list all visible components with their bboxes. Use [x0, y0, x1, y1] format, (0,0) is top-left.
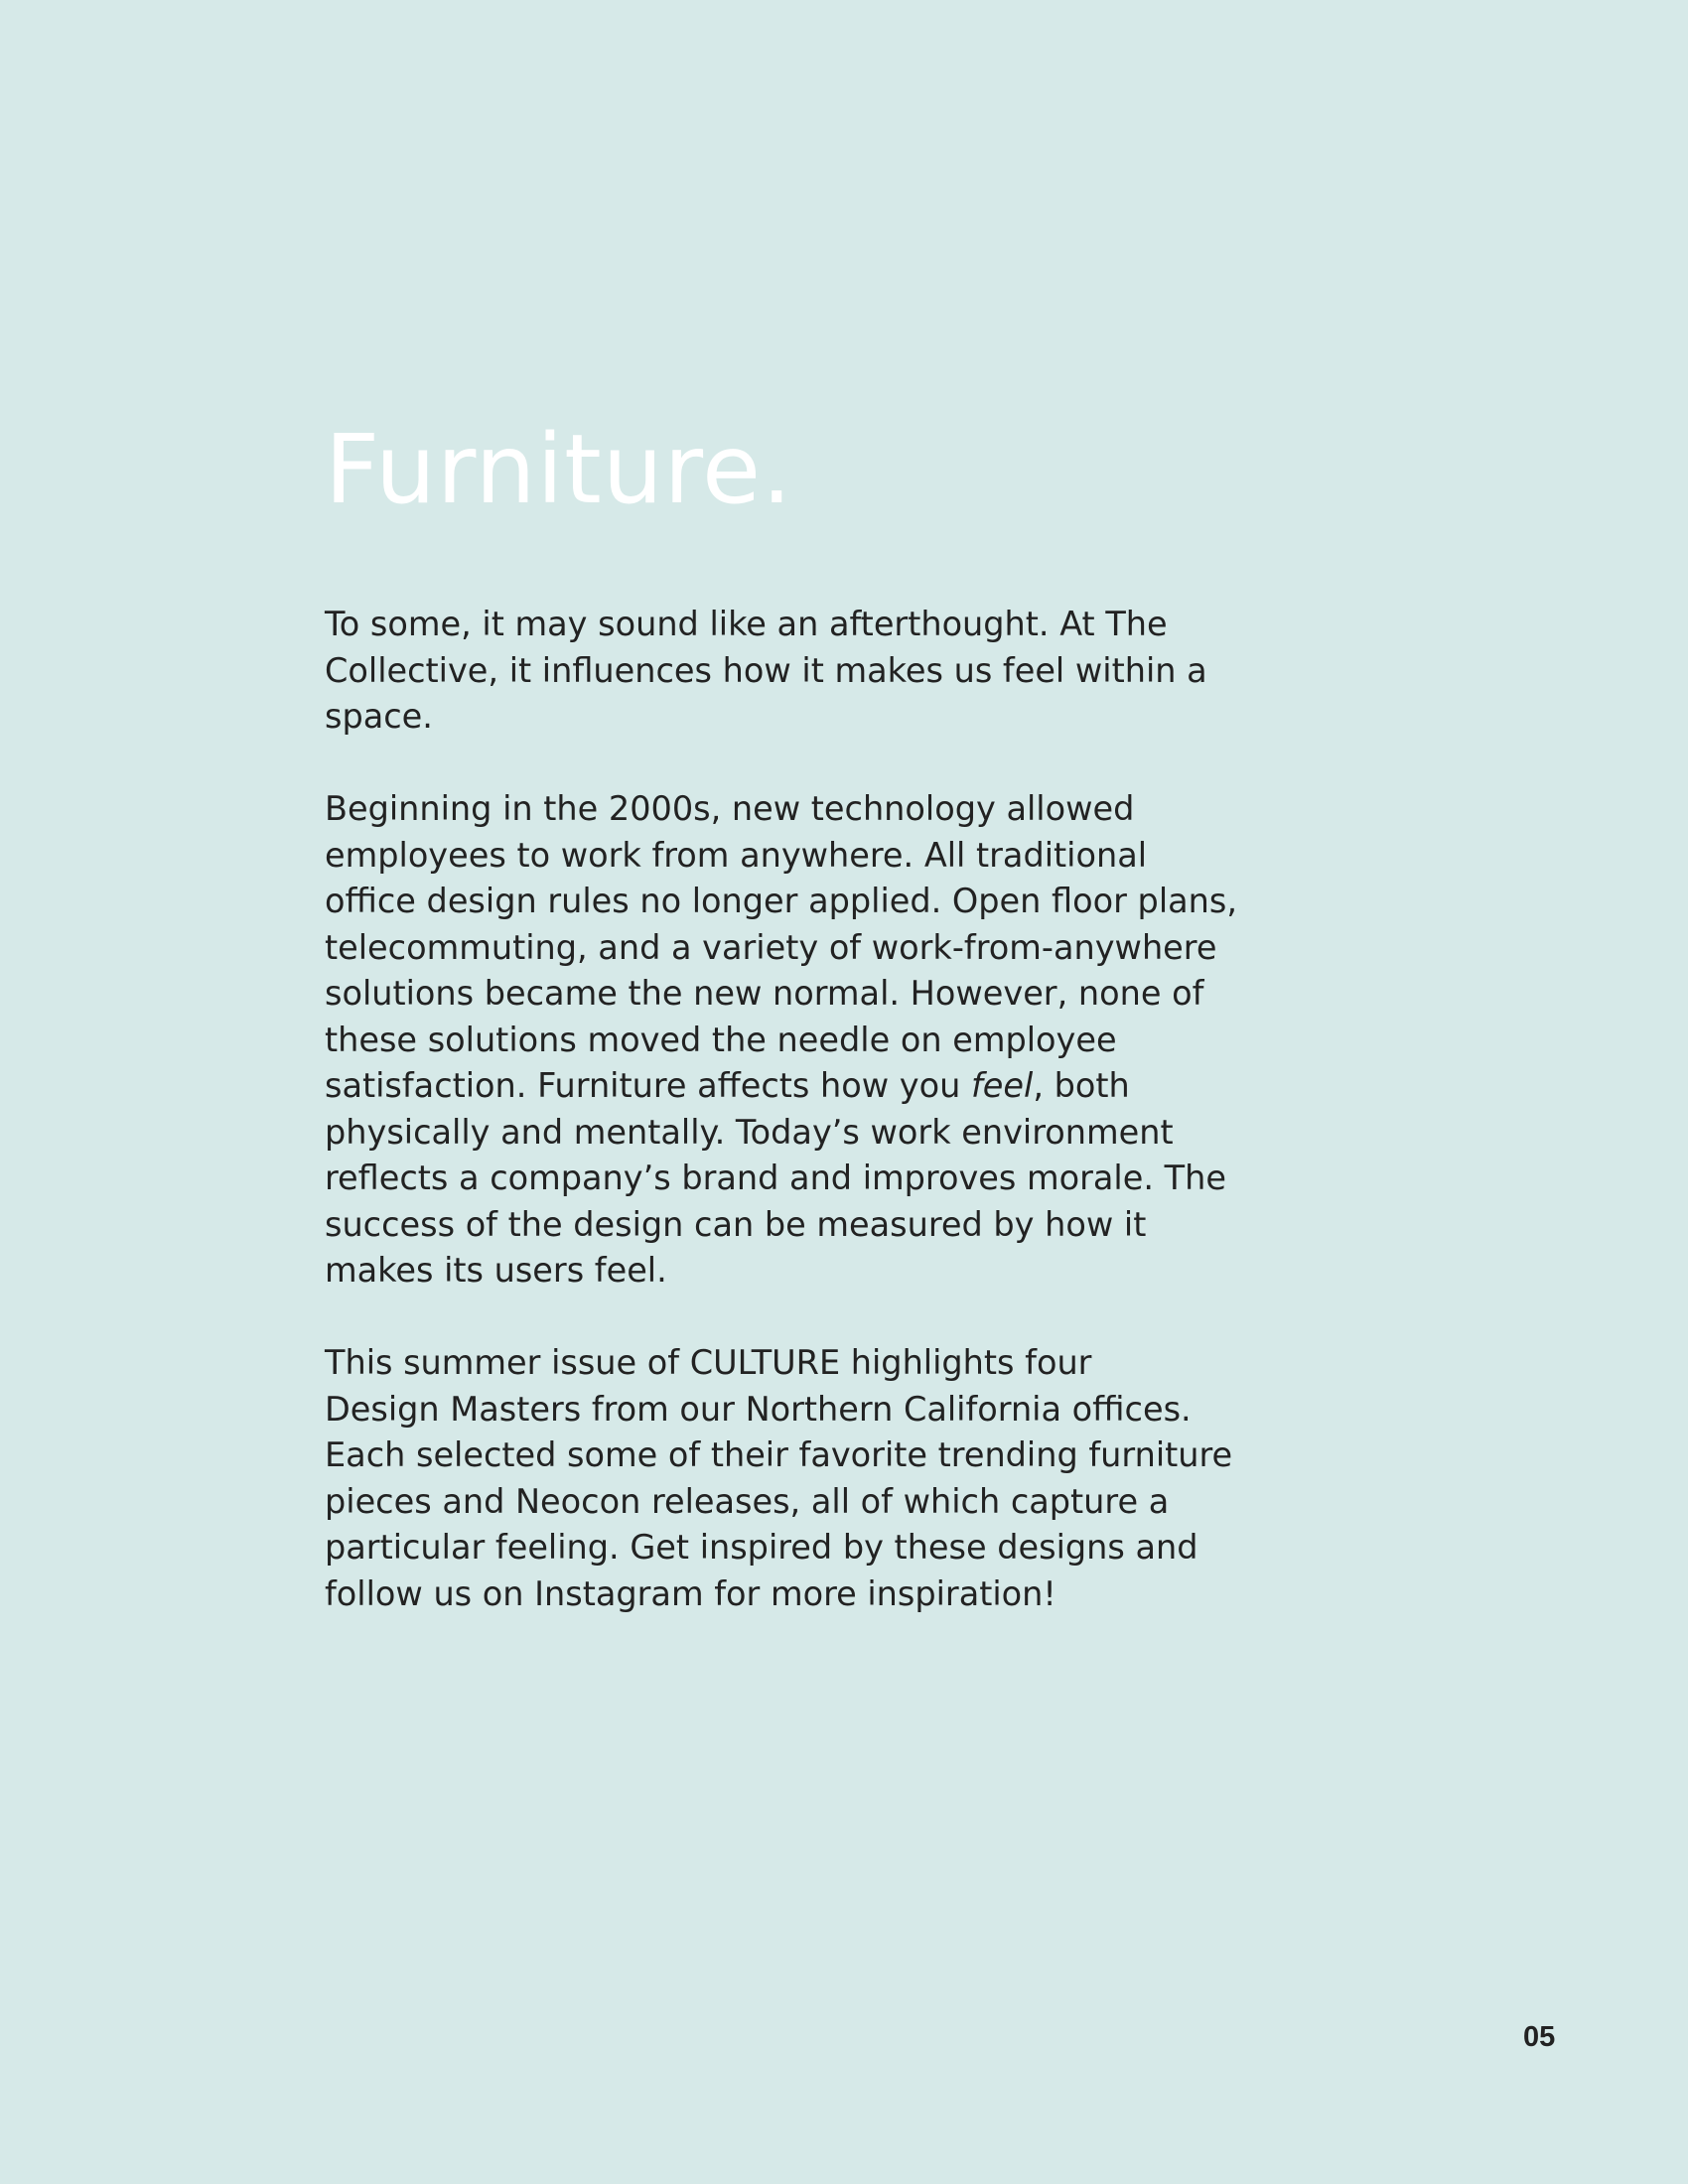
intro-paragraph: To some, it may sound like an afterthought. At The Collective, it influences how it makes us feel within a space. [325, 605, 1207, 736]
history-text-end: , both physically and mentally. Today’s work environment reflects a company’s brand and improves morale. The success of the design can be measured by how it makes its users feel. [325, 1066, 1226, 1290]
article-body [325, 602, 1397, 1664]
history-text-start: Beginning in the 2000s, new technology allowed employees to work from anywhere. All traditional office design rules no longer applied. Open floor plans, telecommuting, and a variety of work-from-anywhere solutions became the new normal. However, none of these solutions moved the needle on employee satisfaction. Furniture affects how you [325, 789, 1237, 1105]
issue-paragraph: This summer issue of CULTURE highlights four Design Masters from our Northern California offices. Each selected some of their favorite trending furniture pieces and Neocon releases, all of which capture a particular feeling. Get inspired by these designs and follow us on Instagram for more inspiration! [325, 1343, 1233, 1613]
page-title: Furniture. [325, 414, 793, 525]
page-number: 05 [1523, 2021, 1556, 2053]
emphasis-feel: feel [971, 1066, 1034, 1105]
history-paragraph [325, 786, 1397, 1295]
